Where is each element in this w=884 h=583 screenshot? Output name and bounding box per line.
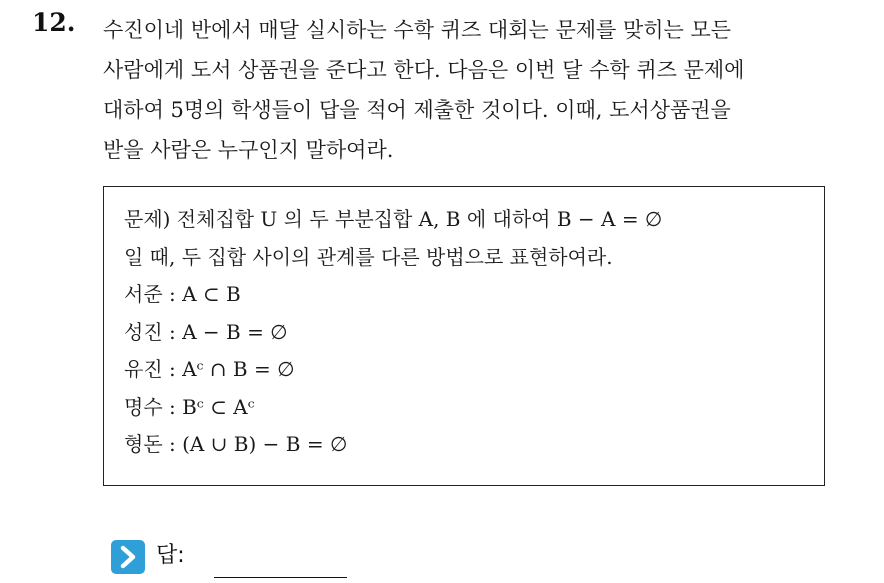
problem-statement-line: 문제) 전체집합 U 의 두 부분집합 A, B 에 대하여 B − A = ∅: [124, 207, 663, 231]
problem-statement-line: 일 때, 두 집합 사이의 관계를 다른 방법으로 표현하여라.: [124, 244, 613, 269]
answer-blank[interactable]: [214, 577, 347, 578]
student-answer-seojun: 서준 : A ⊂ B: [124, 282, 241, 306]
stem-line: 받을 사람은 누구인지 말하여라.: [103, 138, 394, 162]
student-answer-seongjin: 성진 : A − B = ∅: [124, 319, 288, 344]
question-number: 12.: [32, 8, 76, 37]
stem-line: 수진이네 반에서 매달 실시하는 수학 퀴즈 대회는 문제를 맞히는 모든: [103, 18, 732, 42]
question-stem: [103, 10, 863, 170]
stem-line: 대하여 5명의 학생들이 답을 적어 제출한 것이다. 이때, 도서상품권을: [103, 98, 731, 122]
chevron-right-icon: [111, 540, 145, 574]
problem-box-content: [124, 201, 662, 464]
student-answer-yujin: 유진 : Aᶜ ∩ B = ∅: [124, 357, 295, 381]
student-answer-hyeongdon: 형돈 : (A ∪ B) − B = ∅: [124, 432, 348, 456]
stem-line: 사람에게 도서 상품권을 준다고 한다. 다음은 이번 달 수학 퀴즈 문제에: [103, 58, 745, 82]
problem-box: [103, 186, 825, 486]
student-answer-myeongsu: 명수 : Bᶜ ⊂ Aᶜ: [124, 394, 255, 419]
answer-label: 답:: [156, 543, 185, 568]
